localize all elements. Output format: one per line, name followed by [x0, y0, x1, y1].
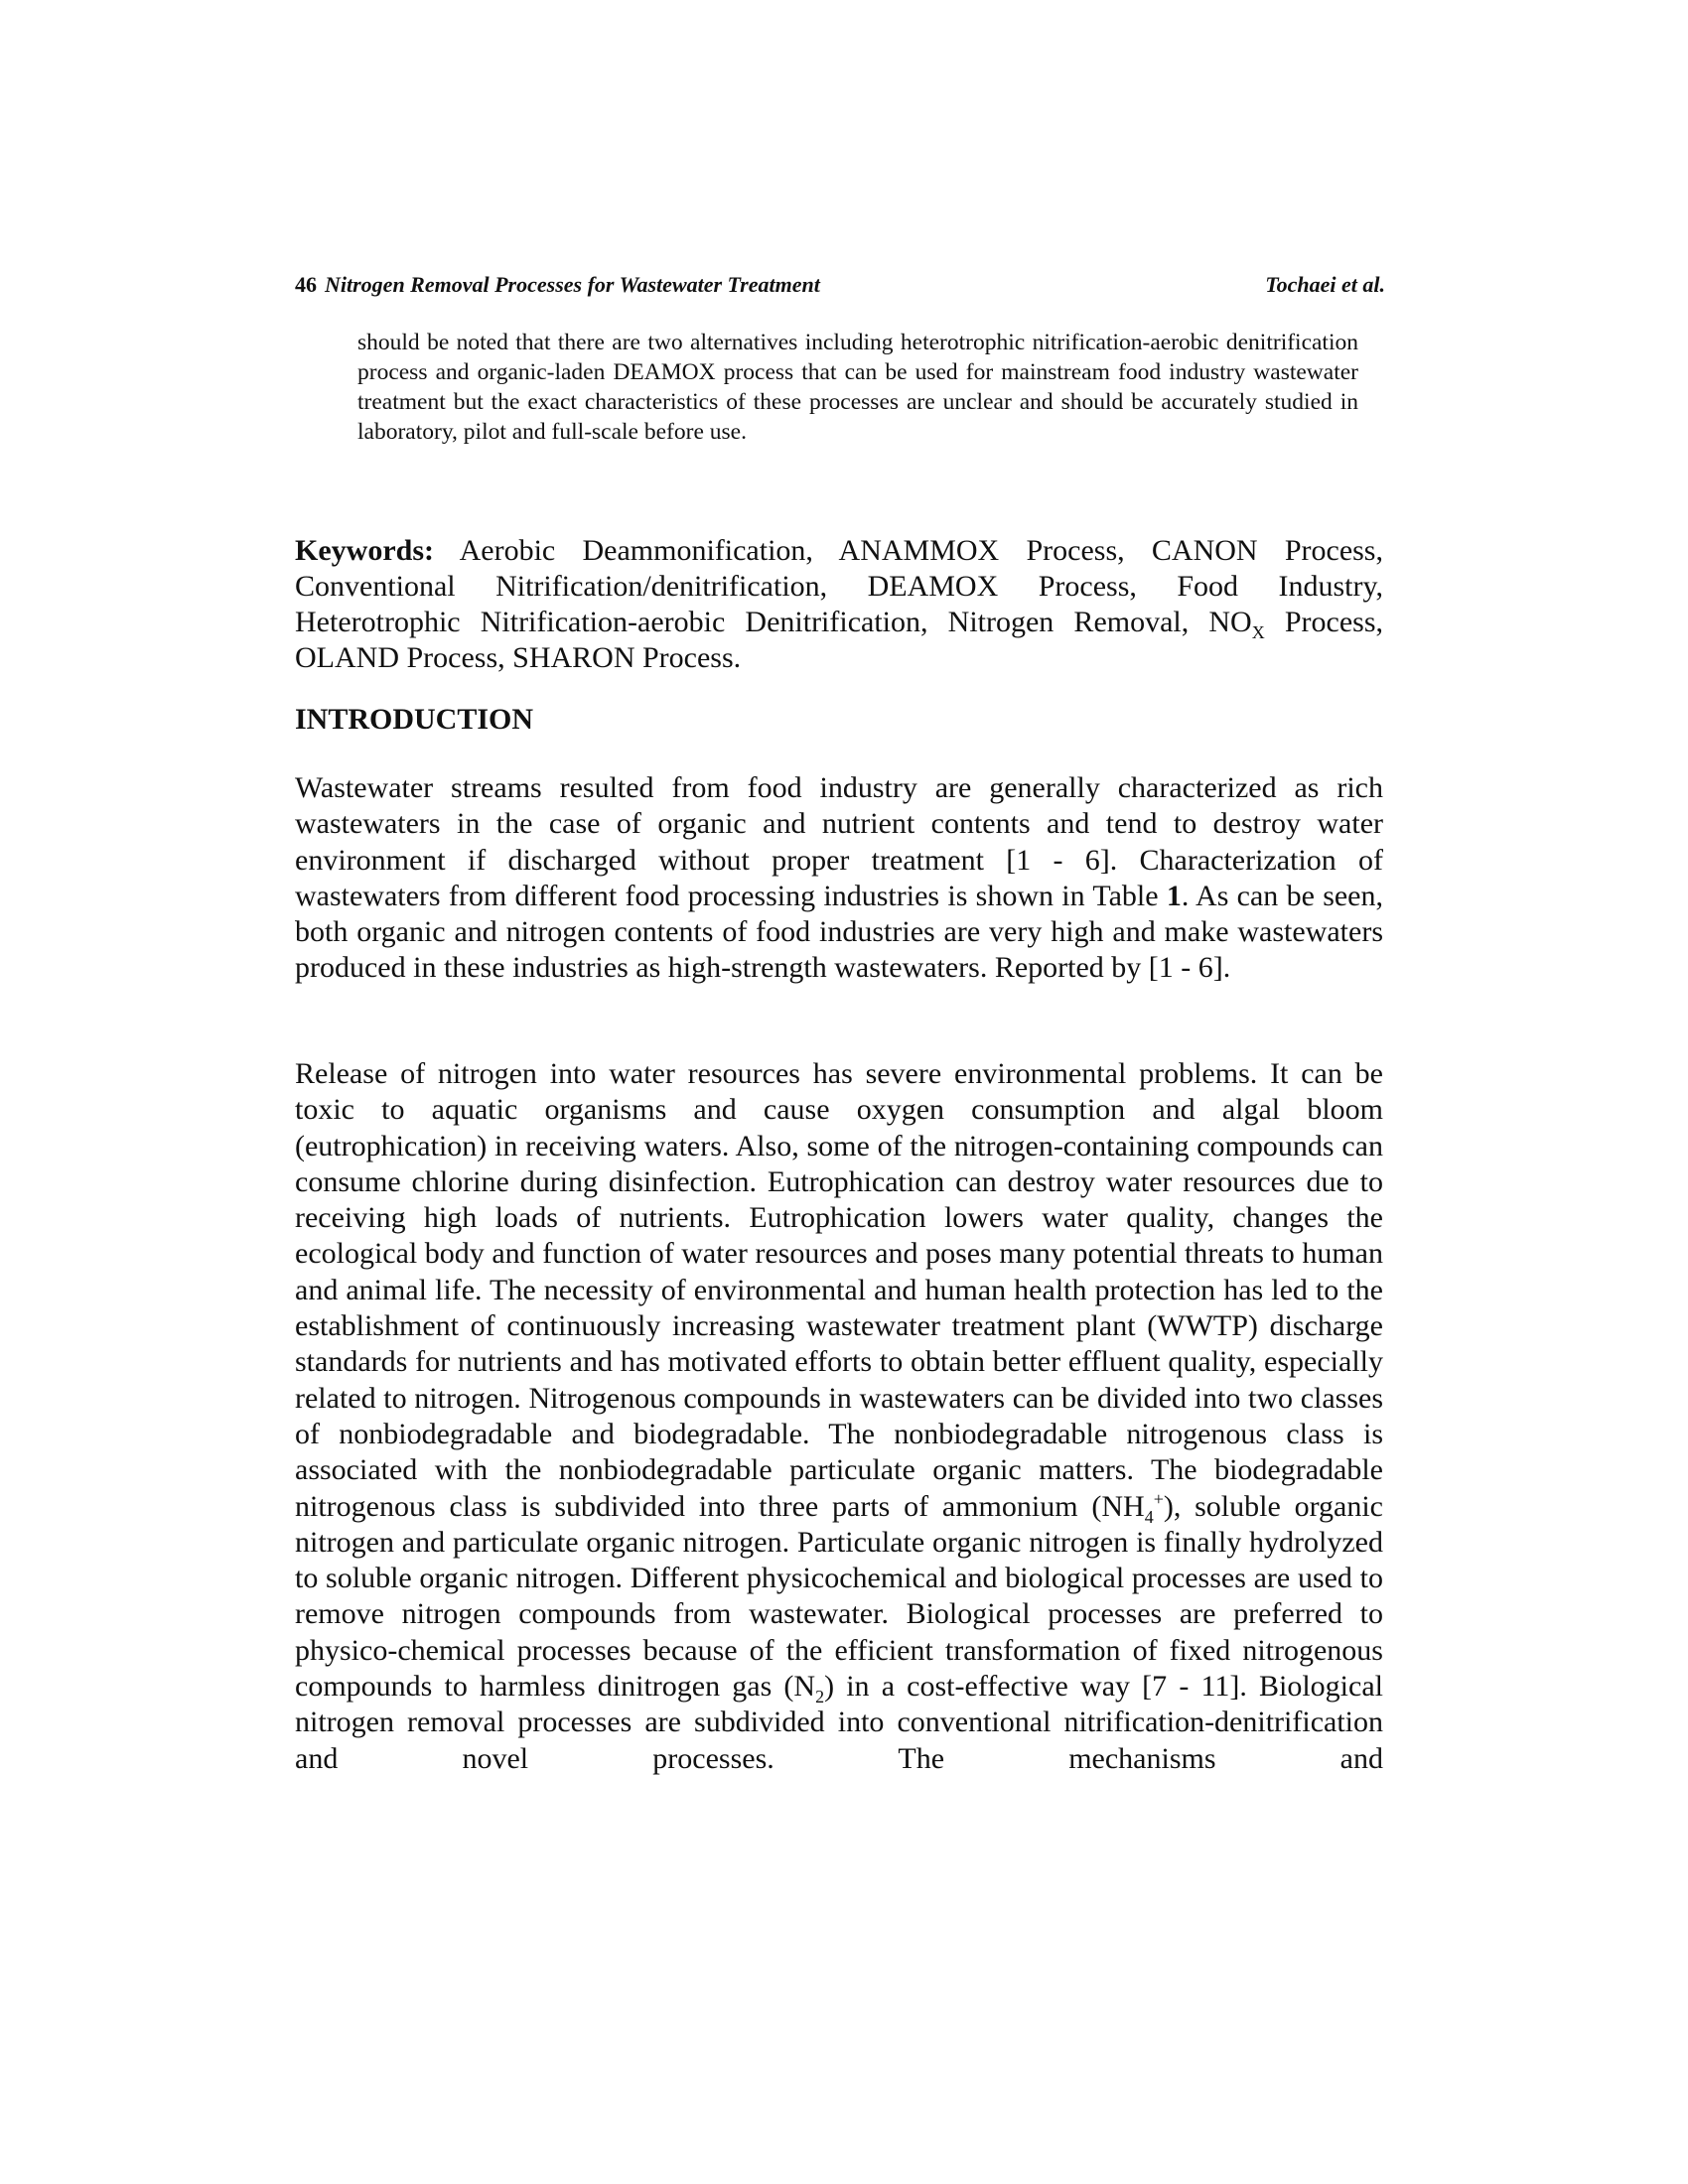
- page-number: 46: [295, 272, 317, 297]
- keywords-label: Keywords:: [295, 534, 434, 567]
- keywords-text: Aerobic Deammonification, ANAMMOX Process, CANON Process, Conventional Nitrification/denitrification, DEAMOX Process, Food Industry, Heterotrophic Nitrification-aerobic Denitrification, Nitrogen Removal, NO: [295, 534, 1383, 638]
- abstract-continuation: should be noted that there are two alternatives including heterotrophic nitrification-aerobic denitrification process and organic-laden DEAMOX process that can be used for mainstream food industry wastewater treatment but the exact characteristics of these processes are unclear and should be accurately studied in laboratory, pilot and full-scale before use.: [357, 330, 1358, 445]
- paragraph-text: ) in a cost-effective way [7 - 11]. Biological nitrogen removal processes are subdivided into conventional nitrification-denitrification and novel processes. The mechanisms and: [295, 1670, 1383, 1775]
- paragraph-text: Release of nitrogen into water resources has severe environmental problems. It can be toxic to aquatic organisms and cause oxygen consumption and algal bloom (eutrophication) in receiving waters. Also, some of the nitrogen-containing compounds can consume chlorine during disinfection. Eutrophication can destroy water resources due to receiving high loads of nutrients. Eutrophication lowers water quality, changes the ecological body and function of water resources and poses many potential threats to human and animal life. The necessity of environmental and human health protection has led to the establishment of continuously increasing wastewater treatment plant (WWTP) discharge standards for nutrients and has motivated efforts to obtain better effluent quality, especially related to nitrogen. Nitrogenous compounds in wastewaters can be divided into two classes of nonbiodegradable and biodegradable. The nonbiodegradable nitrogenous class is associated with the nonbiodegradable particulate organic matters. The biodegradable nitrogenous class is subdivided into three parts of ammonium (NH: [295, 1057, 1383, 1523]
- table-reference[interactable]: 1: [1166, 879, 1182, 912]
- running-header: [295, 272, 1385, 306]
- keywords-paragraph: [295, 533, 1383, 676]
- section-heading-introduction: INTRODUCTION: [295, 703, 534, 736]
- n2-subscript: 2: [815, 1687, 825, 1707]
- header-left: [295, 272, 820, 298]
- keywords-subscript: X: [1251, 622, 1265, 642]
- intro-paragraph-1: [295, 770, 1383, 987]
- paragraph-text: . As can be seen, both organic and nitrogen contents of food industries are very high and make wastewaters produced in these industries as high-strength wastewaters. Reported by [1 - 6].: [295, 879, 1384, 985]
- header-authors: Tochaei et al.: [1265, 272, 1385, 297]
- nh4-superscript: +: [1153, 1488, 1164, 1509]
- nh4-subscript: 4: [1144, 1506, 1154, 1527]
- paragraph-text: ), soluble organic nitrogen and particulate organic nitrogen. Particulate organic nitrogen is finally hydrolyzed to soluble organic nitrogen. Different physicochemical and biological processes are used to remove nitrogen compounds from wastewater. Biological processes are preferred to physico-chemical processes because of the efficient transformation of fixed nitrogenous compounds to harmless dinitrogen gas (N: [295, 1489, 1383, 1704]
- paragraph-text: Wastewater streams resulted from food industry are generally characterized as rich wastewaters in the case of organic and nutrient contents and tend to destroy water environment if discharged without proper treatment [1 - 6]. Characterization of wastewaters from different food processing industries is shown in Table: [295, 771, 1383, 912]
- intro-paragraph-2: [295, 1056, 1383, 1777]
- running-title: Nitrogen Removal Processes for Wastewater Treatment: [325, 272, 820, 297]
- keywords-text-end: Process, OLAND Process, SHARON Process.: [295, 606, 1384, 674]
